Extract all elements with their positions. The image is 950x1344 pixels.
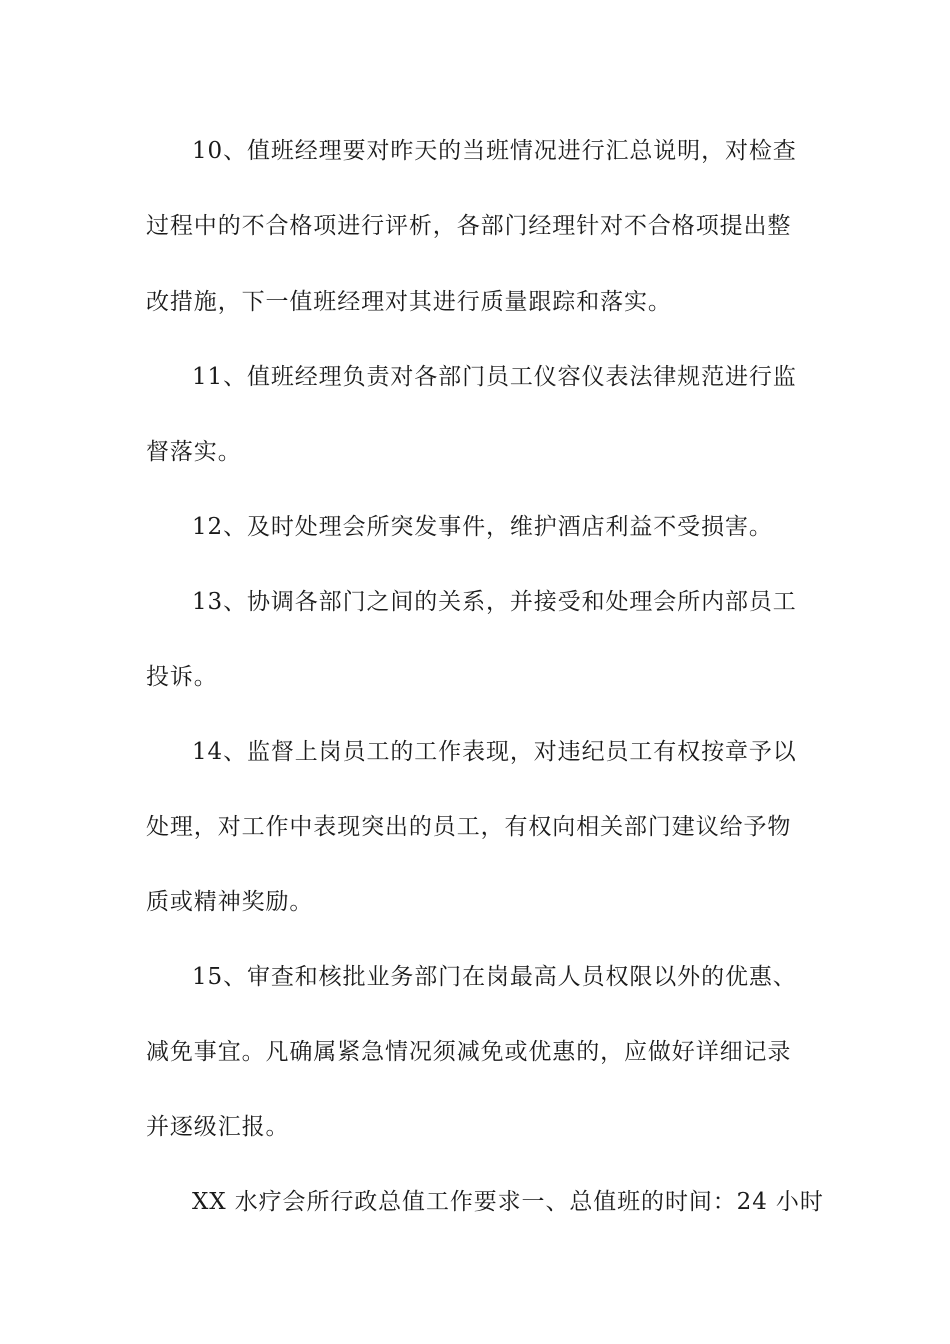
paragraph-13-line-2: 投诉。 [146, 664, 218, 690]
paragraph-14-line-1: 14、监督上岗员工的工作表现，对违纪员工有权按章予以 [192, 739, 797, 765]
paragraph-13-line-1: 13、协调各部门之间的关系，并接受和处理会所内部员工 [192, 589, 797, 615]
paragraph-10-line-1: 10、值班经理要对昨天的当班情况进行汇总说明，对检查 [192, 138, 797, 164]
paragraph-15-line-2: 减免事宜。凡确属紧急情况须减免或优惠的，应做好详细记录 [146, 1039, 792, 1065]
section-heading-line: XX 水疗会所行政总值工作要求一、总值班的时间：24 小时 [192, 1189, 824, 1215]
paragraph-11-line-1: 11、值班经理负责对各部门员工仪容仪表法律规范进行监 [192, 364, 797, 390]
paragraph-11-line-2: 督落实。 [146, 439, 242, 465]
paragraph-12-line-1: 12、及时处理会所突发事件，维护酒店利益不受损害。 [192, 514, 773, 540]
paragraph-14-line-3: 质或精神奖励。 [146, 889, 314, 915]
paragraph-14-line-2: 处理，对工作中表现突出的员工，有权向相关部门建议给予物 [146, 814, 792, 840]
paragraph-10-line-3: 改措施，下一值班经理对其进行质量跟踪和落实。 [146, 289, 672, 315]
paragraph-15-line-3: 并逐级汇报。 [146, 1114, 290, 1140]
paragraph-10-line-2: 过程中的不合格项进行评析，各部门经理针对不合格项提出整 [146, 213, 792, 239]
paragraph-15-line-1: 15、审查和核批业务部门在岗最高人员权限以外的优惠、 [192, 964, 797, 990]
